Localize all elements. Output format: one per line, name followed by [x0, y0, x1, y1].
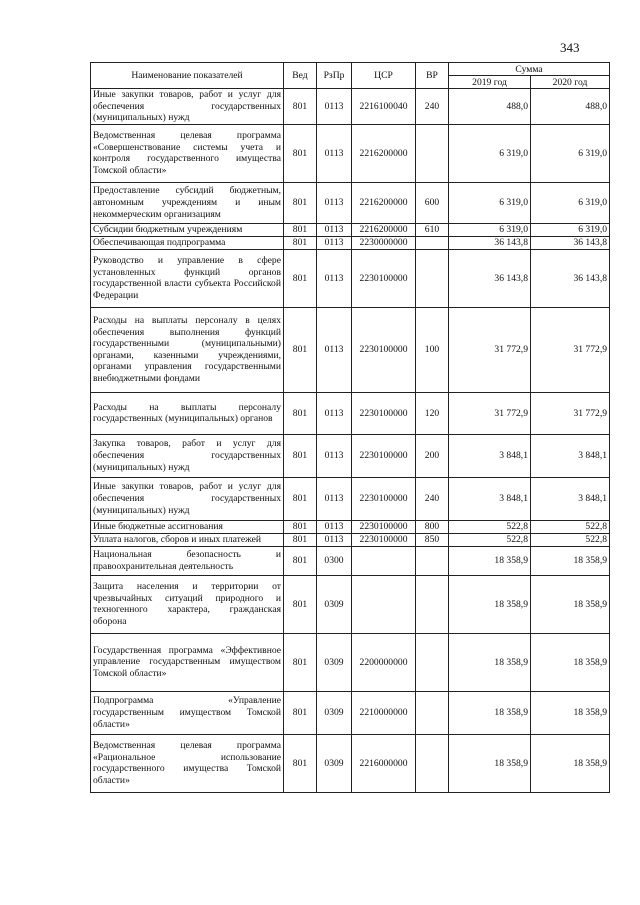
vr-cell: 600 — [416, 182, 449, 223]
table-row — [91, 124, 610, 182]
rzpr-cell: 0113 — [317, 182, 352, 223]
csr-cell: 2230100000 — [352, 434, 416, 477]
rzpr-cell: 0309 — [317, 734, 352, 792]
table-row — [91, 533, 610, 546]
rzpr-cell: 0113 — [317, 249, 352, 307]
vr-cell: 120 — [416, 392, 449, 434]
sum-2019-cell: 6 319,0 — [449, 223, 531, 236]
sum-2020-cell: 18 358,9 — [531, 575, 610, 633]
rzpr-cell: 0309 — [317, 691, 352, 734]
table-row — [91, 249, 610, 307]
ved-cell: 801 — [284, 307, 317, 392]
rzpr-cell: 0113 — [317, 533, 352, 546]
vr-cell — [416, 249, 449, 307]
csr-cell: 2230100000 — [352, 307, 416, 392]
table-row — [91, 633, 610, 691]
csr-cell: 2210000000 — [352, 691, 416, 734]
csr-cell — [352, 575, 416, 633]
sum-2020-cell: 6 319,0 — [531, 124, 610, 182]
page-number: 343 — [560, 40, 580, 55]
ved-cell: 801 — [284, 633, 317, 691]
vr-cell: 850 — [416, 533, 449, 546]
row-name-cell: Расходы на выплаты персоналу в целях обеспечения выполнения функций государственными (муниципальными) органами, казенными учреждениями, органами управления государственными внебюджетными фондами — [91, 307, 284, 392]
ved-cell: 801 — [284, 236, 317, 249]
ved-cell: 801 — [284, 182, 317, 223]
sum-2019-cell: 18 358,9 — [449, 575, 531, 633]
vr-cell — [416, 124, 449, 182]
sum-2020-cell: 488,0 — [531, 89, 610, 125]
sum-2020-cell: 31 772,9 — [531, 307, 610, 392]
ved-cell: 801 — [284, 249, 317, 307]
row-name-cell: Защита населения и территории от чрезвычайных ситуаций природного и техногенного характера, гражданская оборона — [91, 575, 284, 633]
sum-2020-cell: 36 143,8 — [531, 249, 610, 307]
ved-cell: 801 — [284, 734, 317, 792]
rzpr-cell: 0113 — [317, 477, 352, 520]
row-name-cell: Иные закупки товаров, работ и услуг для обеспечения государственных (муниципальных) нужд — [91, 89, 284, 125]
table-row — [91, 734, 610, 792]
row-name-cell: Субсидии бюджетным учреждениям — [91, 223, 284, 236]
row-name-cell: Подпрограмма «Управление государственным имуществом Томской области» — [91, 691, 284, 734]
header-ved: Вед — [284, 63, 317, 89]
table-row — [91, 223, 610, 236]
table-row — [91, 392, 610, 434]
sum-2020-cell: 522,8 — [531, 533, 610, 546]
row-name-cell: Ведомственная целевая программа «Рациональное использование государственного имущества Томской области» — [91, 734, 284, 792]
row-name-cell: Уплата налогов, сборов и иных платежей — [91, 533, 284, 546]
rzpr-cell: 0300 — [317, 546, 352, 575]
ved-cell: 801 — [284, 546, 317, 575]
table-row — [91, 307, 610, 392]
row-name-cell: Закупка товаров, работ и услуг для обеспечения государственных (муниципальных) нужд — [91, 434, 284, 477]
sum-2019-cell: 6 319,0 — [449, 182, 531, 223]
csr-cell: 2216000000 — [352, 734, 416, 792]
header-year-2019: 2019 год — [449, 76, 531, 89]
sum-2020-cell: 31 772,9 — [531, 392, 610, 434]
csr-cell: 2216100040 — [352, 89, 416, 125]
csr-cell: 2230100000 — [352, 533, 416, 546]
sum-2019-cell: 6 319,0 — [449, 124, 531, 182]
sum-2020-cell: 522,8 — [531, 520, 610, 533]
budget-table — [90, 62, 610, 793]
vr-cell: 100 — [416, 307, 449, 392]
sum-2019-cell: 31 772,9 — [449, 307, 531, 392]
vr-cell — [416, 575, 449, 633]
rzpr-cell: 0113 — [317, 392, 352, 434]
table-row — [91, 89, 610, 125]
csr-cell: 2230100000 — [352, 477, 416, 520]
table-row — [91, 477, 610, 520]
rzpr-cell: 0113 — [317, 307, 352, 392]
ved-cell: 801 — [284, 392, 317, 434]
sum-2019-cell: 18 358,9 — [449, 691, 531, 734]
table-row — [91, 691, 610, 734]
row-name-cell: Иные закупки товаров, работ и услуг для обеспечения государственных (муниципальных) нужд — [91, 477, 284, 520]
rzpr-cell: 0309 — [317, 633, 352, 691]
ved-cell: 801 — [284, 691, 317, 734]
table-row — [91, 520, 610, 533]
sum-2019-cell: 31 772,9 — [449, 392, 531, 434]
sum-2019-cell: 18 358,9 — [449, 546, 531, 575]
sum-2020-cell: 18 358,9 — [531, 546, 610, 575]
ved-cell: 801 — [284, 223, 317, 236]
ved-cell: 801 — [284, 520, 317, 533]
csr-cell: 2216200000 — [352, 124, 416, 182]
table-row — [91, 434, 610, 477]
sum-2019-cell: 522,8 — [449, 533, 531, 546]
row-name-cell: Ведомственная целевая программа «Совершенствование системы учета и контроля государственного имущества Томской области» — [91, 124, 284, 182]
header-vr: ВР — [416, 63, 449, 89]
sum-2019-cell: 488,0 — [449, 89, 531, 125]
row-name-cell: Иные бюджетные ассигнования — [91, 520, 284, 533]
sum-2020-cell: 36 143,8 — [531, 236, 610, 249]
csr-cell: 2230100000 — [352, 520, 416, 533]
row-name-cell: Обеспечивающая подпрограмма — [91, 236, 284, 249]
sum-2020-cell: 18 358,9 — [531, 633, 610, 691]
ved-cell: 801 — [284, 477, 317, 520]
ved-cell: 801 — [284, 89, 317, 125]
csr-cell — [352, 546, 416, 575]
ved-cell: 801 — [284, 533, 317, 546]
rzpr-cell: 0113 — [317, 236, 352, 249]
header-rzpr: РзПр — [317, 63, 352, 89]
table-row — [91, 236, 610, 249]
table-row — [91, 575, 610, 633]
sum-2019-cell: 18 358,9 — [449, 633, 531, 691]
vr-cell — [416, 633, 449, 691]
sum-2019-cell: 3 848,1 — [449, 477, 531, 520]
rzpr-cell: 0113 — [317, 223, 352, 236]
ved-cell: 801 — [284, 124, 317, 182]
sum-2019-cell: 36 143,8 — [449, 236, 531, 249]
vr-cell — [416, 734, 449, 792]
table-row — [91, 182, 610, 223]
table-row — [91, 546, 610, 575]
sum-2020-cell: 18 358,9 — [531, 734, 610, 792]
csr-cell: 2230100000 — [352, 392, 416, 434]
sum-2019-cell: 36 143,8 — [449, 249, 531, 307]
vr-cell: 200 — [416, 434, 449, 477]
csr-cell: 2216200000 — [352, 223, 416, 236]
sum-2019-cell: 3 848,1 — [449, 434, 531, 477]
header-name: Наименование показателей — [91, 63, 284, 89]
sum-2020-cell: 6 319,0 — [531, 182, 610, 223]
row-name-cell: Руководство и управление в сфере установленных функций органов государственной власти субъекта Российской Федерации — [91, 249, 284, 307]
rzpr-cell: 0113 — [317, 520, 352, 533]
vr-cell — [416, 691, 449, 734]
csr-cell: 2216200000 — [352, 182, 416, 223]
rzpr-cell: 0113 — [317, 124, 352, 182]
vr-cell — [416, 236, 449, 249]
rzpr-cell: 0113 — [317, 434, 352, 477]
vr-cell — [416, 546, 449, 575]
vr-cell: 240 — [416, 477, 449, 520]
sum-2019-cell: 18 358,9 — [449, 734, 531, 792]
sum-2020-cell: 3 848,1 — [531, 477, 610, 520]
header-year-2020: 2020 год — [531, 76, 610, 89]
ved-cell: 801 — [284, 575, 317, 633]
row-name-cell: Национальная безопасность и правоохранительная деятельность — [91, 546, 284, 575]
row-name-cell: Расходы на выплаты персоналу государственных (муниципальных) органов — [91, 392, 284, 434]
csr-cell: 2230100000 — [352, 249, 416, 307]
header-csr: ЦСР — [352, 63, 416, 89]
sum-2019-cell: 522,8 — [449, 520, 531, 533]
sum-2020-cell: 18 358,9 — [531, 691, 610, 734]
rzpr-cell: 0113 — [317, 89, 352, 125]
sum-2020-cell: 6 319,0 — [531, 223, 610, 236]
row-name-cell: Государственная программа «Эффективное управление государственным имуществом Томской области» — [91, 633, 284, 691]
rzpr-cell: 0309 — [317, 575, 352, 633]
vr-cell: 240 — [416, 89, 449, 125]
csr-cell: 2200000000 — [352, 633, 416, 691]
vr-cell: 610 — [416, 223, 449, 236]
header-sum: Сумма — [449, 63, 610, 76]
csr-cell: 2230000000 — [352, 236, 416, 249]
ved-cell: 801 — [284, 434, 317, 477]
vr-cell: 800 — [416, 520, 449, 533]
row-name-cell: Предоставление субсидий бюджетным, автономным учреждениям и иным некоммерческим организациям — [91, 182, 284, 223]
sum-2020-cell: 3 848,1 — [531, 434, 610, 477]
table-body — [91, 89, 610, 793]
